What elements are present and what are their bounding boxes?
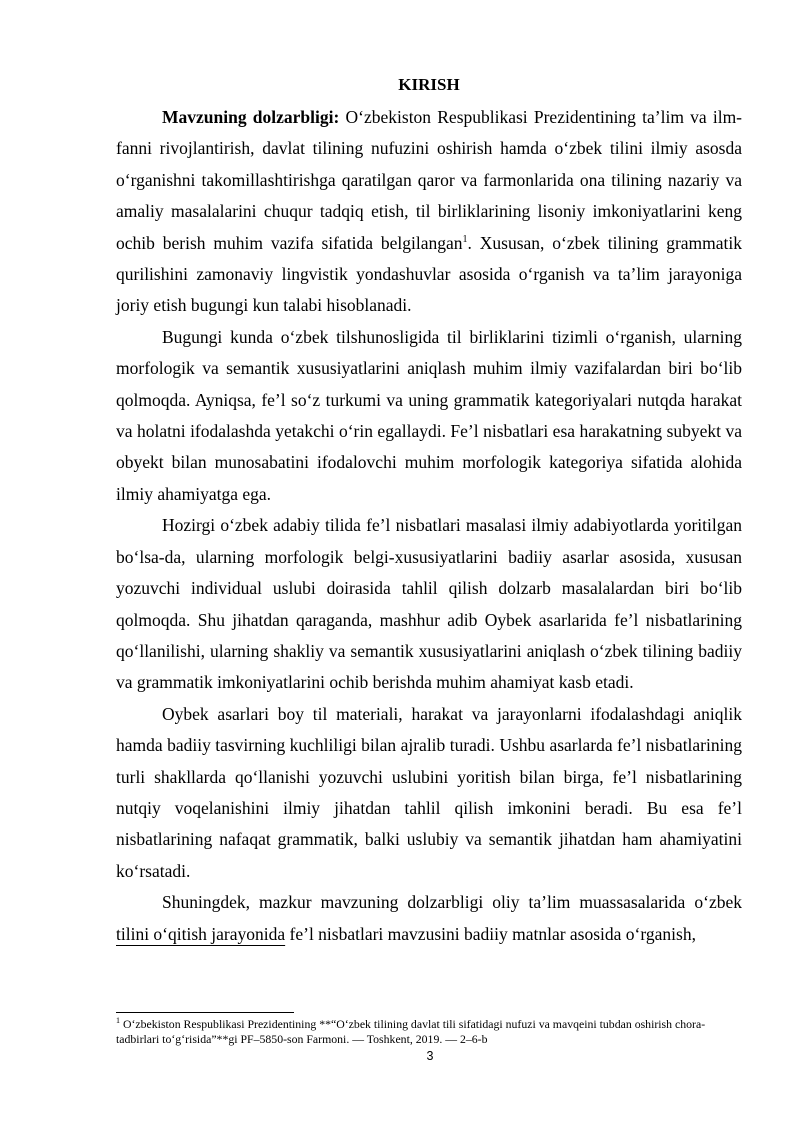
paragraph-lead: Mavzuning dolzarbligi: [162,107,340,127]
footnote-reference[interactable]: 1 [462,233,468,245]
footnote-separator [116,1012,294,1013]
footnote-marker: 1 [116,1016,120,1026]
section-heading: KIRISH [398,75,460,94]
paragraph-relevance [116,102,742,322]
paragraph-text-continued: fe’l nisbatlari mavzusini badiiy matnlar asosida o‘rganish, [285,923,696,944]
paragraph-text-continued: . Xususan, o‘zbek tilining grammatik qurilishini zamonaviy lingvistik yondashuvlar asosida o‘rganish va ta’lim jarayoniga joriy etish bugungi kun talabi hisoblanadi. [116,232,743,316]
page-number: 3 [426,1049,434,1063]
paragraph-5 [116,887,742,950]
document-body [116,68,742,950]
paragraph-2: Bugungi kunda o‘zbek tilshunosligida til birliklarini tizimli o‘rganish, ularning morfologik va semantik xususiyatlarini aniqlash muhim ilmiy vazifalardan biri bo‘lib qolmoqda. Ayniqsa, fe’l so‘z turkumi va uning grammatik kategoriyalari nutqda harakat va holatni ifodalashda yetakchi o‘rin egallaydi. Fe’l nisbatlari esa harakatning subyekt va obyekt bilan munosabatini ifodalovchi muhim morfologik kategoriya sifatida alohida ilmiy ahamiyatga ega. [116,326,742,504]
footnote-text: O‘zbekiston Respublikasi Prezidentining **“O‘zbek tilining davlat tili sifatidagi nufuzi va mavqeini tubdan oshirish chora-tadbirlari to‘g‘risida”**gi PF–5850-son Farmoni. — Toshkent, 2019. — 2–6-b [116,1017,706,1046]
paragraph-text: O‘zbekiston Respublikasi Prezidentining ta’lim va ilm-fanni rivojlantirish, davlat tilining nufuzini oshirish hamda o‘zbek tilini ilmiy asosda o‘rganishni takomillashtirishga qaratilgan qaror va farmonlarida ona tilining nazariy va amaliy masalalarini chuqur tadqiq etish, til birliklarining lisoniy imkoniyatlarini keng ochib berish muhim vazifa sifatida belgilangan [116,107,743,253]
paragraph-text: Shuningdek, mazkur mavzuning dolzarbligi oliy ta’lim muassasalarida o‘zbek [162,892,742,913]
underlined-phrase: tilini o‘qitish jarayonida [116,923,286,944]
paragraph-3: Hozirgi o‘zbek adabiy tilida fe’l nisbatlari masalasi ilmiy adabiyotlarda yoritilgan bo‘lsa-da, ularning morfologik belgi-xususiyatlarini badiiy asarlar asosida, xususan yozuvchi individual uslubi doirasida tahlil qilish dolzarb masalalardan biri bo‘lib qolmoqda. Shu jihatdan qaraganda, mashhur adib Oybek asarlarida fe’l nisbatlarining qo‘llanilishi, ularning shakliy va semantik xususiyatlarini aniqlash o‘zbek tilining badiiy va grammatik imkoniyatlarini ochib berishda muhim ahamiyat kasb etadi. [116,515,742,693]
paragraph-4: Oybek asarlari boy til materiali, harakat va jarayonlarni ifodalashdagi aniqlik hamda badiiy tasvirning kuchliligi bilan ajralib turadi. Ushbu asarlarda fe’l nisbatlarining turli shakllarda qo‘llanishi yozuvchi uslubini yoritish bilan birga, fe’l nisbatlarining nutqiy voqelanishini ilmiy jihatdan tahlil qilish imkonini beradi. Bu esa fe’l nisbatlarining nafaqat grammatik, balki uslubiy va semantik jihatdan ham ahamiyatini ko‘rsatadi. [116,703,742,881]
footnote [116,1017,742,1047]
